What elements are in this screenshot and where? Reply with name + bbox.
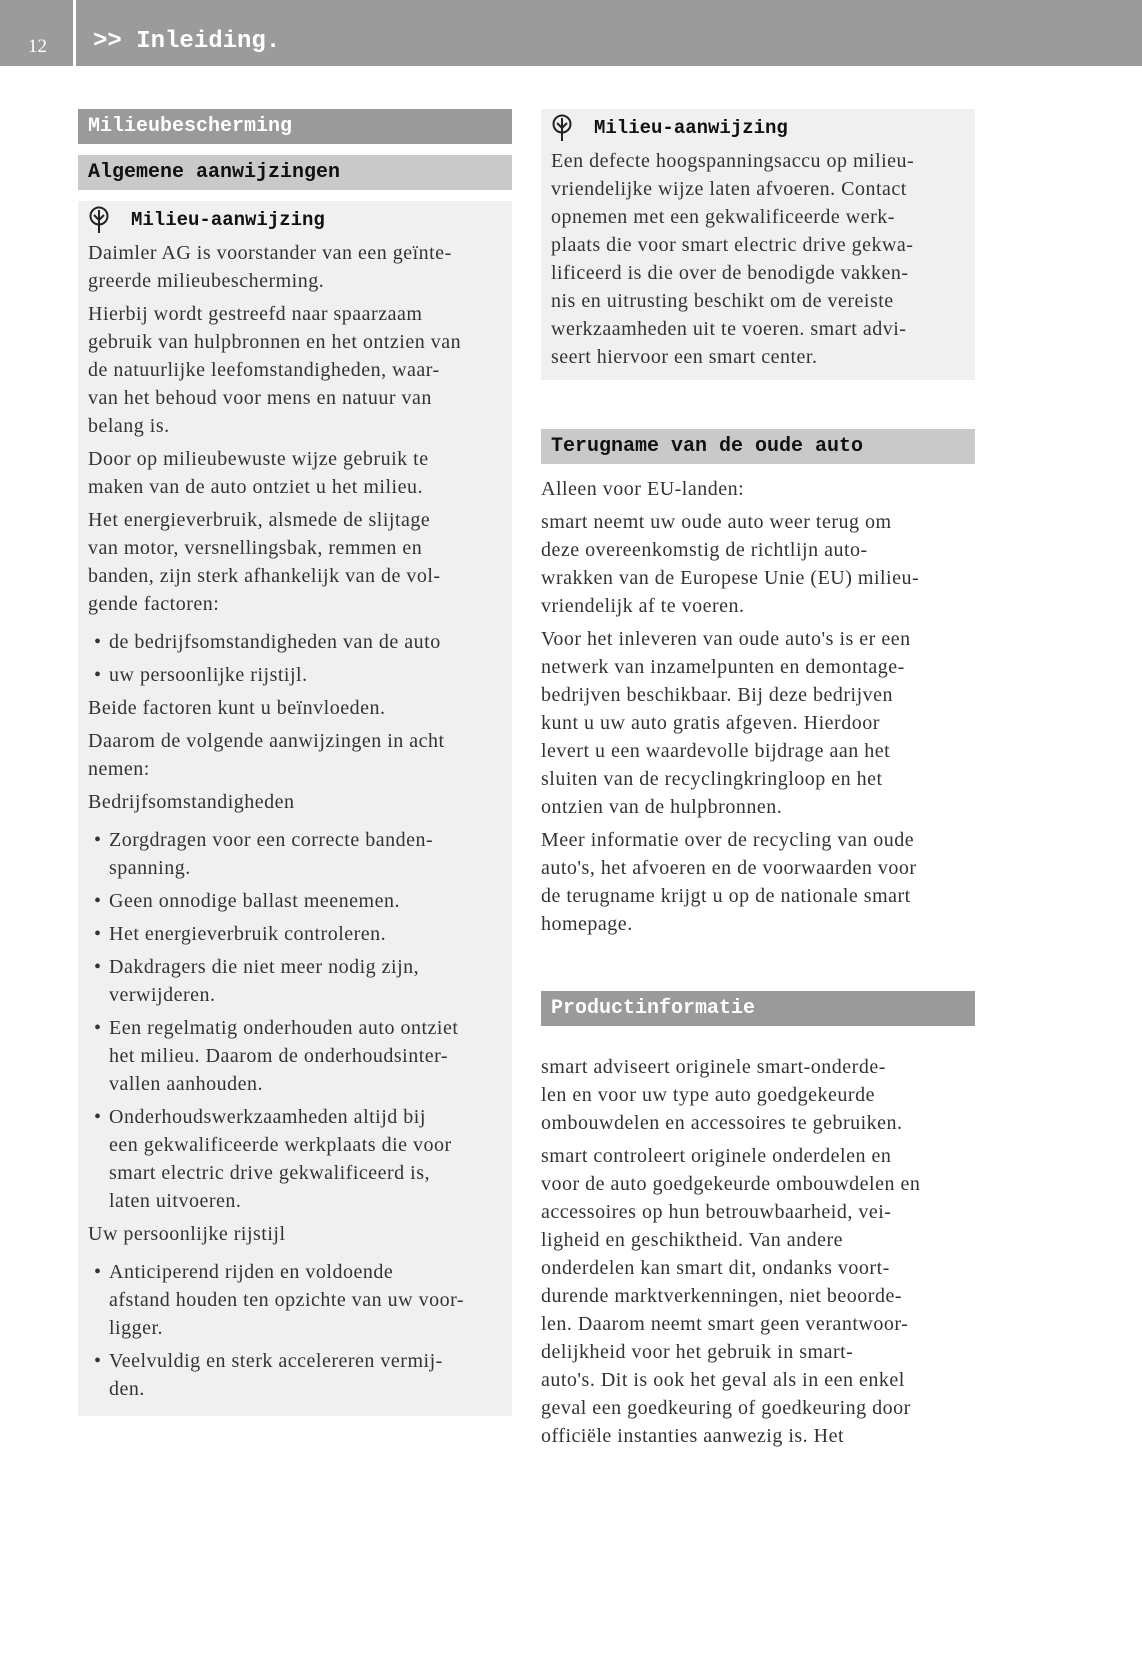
text-line: delijkheid voor het gebruik in smart-: [541, 1341, 854, 1363]
terugname-body: [541, 475, 975, 938]
paragraph: [88, 727, 502, 783]
text-line: afstand houden ten opzichte van uw voor-: [109, 1289, 465, 1311]
text-line: spanning.: [109, 857, 191, 879]
list-item: [88, 887, 502, 915]
text-line: vallen aanhouden.: [109, 1073, 263, 1095]
text-line: • uw persoonlijke rijstijl.: [109, 664, 308, 686]
right-column: [541, 109, 975, 380]
paragraph: [88, 300, 502, 440]
text-line: laten uitvoeren.: [109, 1190, 242, 1212]
text-line: ontzien van de hulpbronnen.: [541, 796, 783, 818]
text-line: smart controleert originele onderdelen en: [541, 1145, 892, 1167]
paragraph: [541, 475, 975, 503]
text-line: het milieu. Daarom de onderhoudsinter-: [109, 1045, 449, 1067]
chapter-title: >> Inleiding.: [93, 28, 281, 55]
product-body: [541, 1053, 975, 1450]
paragraph: [541, 826, 975, 938]
subsection-heading: Algemene aanwijzingen: [78, 155, 512, 190]
text-line: maken van de auto ontziet u het milieu.: [88, 476, 423, 498]
terugname-section: [541, 429, 975, 943]
text-line: Alleen voor EU-landen:: [541, 478, 745, 500]
text-line: belang is.: [88, 415, 170, 437]
text-line: kunt u uw auto gratis afgeven. Hierdoor: [541, 712, 880, 734]
page-header: [0, 0, 1142, 66]
text-line: seert hiervoor een smart center.: [551, 346, 818, 368]
list-item: [88, 953, 502, 1009]
text-line: len en voor uw type auto goedgekeurde: [541, 1084, 875, 1106]
text-line: sluiten van de recyclingkringloop en het: [541, 768, 883, 790]
list-item: [88, 1103, 502, 1215]
text-line: Bedrijfsomstandigheden: [88, 791, 295, 813]
text-line: de natuurlijke leefomstandigheden, waar-: [88, 359, 440, 381]
note-title: [88, 205, 502, 239]
text-line: onderdelen kan smart dit, ondanks voort-: [541, 1257, 890, 1279]
paragraph: [541, 625, 975, 821]
text-line: officiële instanties aanwezig is. Het: [541, 1425, 845, 1447]
note-title-text: Milieu-aanwijzing: [131, 209, 325, 231]
text-line: • Zorgdragen voor een correcte banden-: [109, 829, 434, 851]
text-line: auto's. Dit is ook het geval als in een enkel: [541, 1369, 905, 1391]
paragraph: [88, 694, 502, 722]
text-line: netwerk van inzamelpunten en demontage-: [541, 656, 905, 678]
text-line: deze overeenkomstig de richtlijn auto-: [541, 539, 868, 561]
text-line: • Geen onnodige ballast meenemen.: [109, 890, 400, 912]
paragraph: [88, 1220, 502, 1248]
text-line: smart electric drive gekwalificeerd is,: [109, 1162, 431, 1184]
text-line: homepage.: [541, 913, 633, 935]
text-line: gende factoren:: [88, 593, 220, 615]
paragraph: [541, 1142, 975, 1450]
list-item: [88, 628, 502, 656]
paragraph: [551, 147, 965, 371]
text-line: gebruik van hulpbronnen en het ontzien van: [88, 331, 462, 353]
paragraph: [88, 445, 502, 501]
text-line: van het behoud voor mens en natuur van: [88, 387, 432, 409]
text-line: Meer informatie over de recycling van oude: [541, 829, 915, 851]
text-line: Uw persoonlijke rijstijl: [88, 1223, 286, 1245]
text-line: Voor het inleveren van oude auto's is er een: [541, 628, 911, 650]
text-line: nemen:: [88, 758, 150, 780]
text-line: een gekwalificeerde werkplaats die voor: [109, 1134, 452, 1156]
paragraph: [88, 506, 502, 618]
section-heading-productinformatie: Productinformatie: [541, 991, 975, 1026]
list-item: [88, 1258, 502, 1342]
text-line: wrakken van de Europese Unie (EU) milieu-: [541, 567, 920, 589]
list-item: [88, 1347, 502, 1403]
text-line: levert u een waardevolle bijdrage aan het: [541, 740, 891, 762]
paragraph: [88, 239, 502, 295]
environment-note-box: [78, 201, 512, 1416]
text-line: len. Daarom neemt smart geen verantwoor-: [541, 1313, 909, 1335]
note-title-text: Milieu-aanwijzing: [594, 117, 788, 139]
note-body: [88, 239, 502, 1403]
text-line: lificeerd is die over de benodigde vakken-: [551, 262, 909, 284]
text-line: werkzaamheden uit te voeren. smart advi-: [551, 318, 907, 340]
text-line: plaats die voor smart electric drive gekwa-: [551, 234, 914, 256]
page-number: 12: [0, 0, 76, 66]
text-line: greerde milieubescherming.: [88, 270, 325, 292]
tree-icon: [88, 206, 110, 234]
text-line: ligheid en geschiktheid. Van andere: [541, 1229, 844, 1251]
left-column: [78, 109, 512, 1416]
list-item: [88, 826, 502, 882]
text-line: nis en uitrusting beschikt om de vereiste: [551, 290, 894, 312]
text-line: • Onderhoudswerkzaamheden altijd bij: [109, 1106, 426, 1128]
text-line: ligger.: [109, 1317, 164, 1339]
text-line: Door op milieubewuste wijze gebruik te: [88, 448, 429, 470]
section-heading-milieubescherming: Milieubescherming: [78, 109, 512, 144]
list-item: [88, 920, 502, 948]
text-line: den.: [109, 1378, 145, 1400]
battery-note-box: [541, 109, 975, 380]
text-line: durende marktverkenningen, niet beoorde-: [541, 1285, 902, 1307]
text-line: de terugname krijgt u op de nationale smart: [541, 885, 911, 907]
tree-icon: [551, 114, 573, 142]
text-line: • Veelvuldig en sterk accelereren vermij-: [109, 1350, 443, 1372]
paragraph: [541, 508, 975, 620]
product-section: [541, 991, 975, 1455]
text-line: smart adviseert originele smart-onderde-: [541, 1056, 886, 1078]
text-line: smart neemt uw oude auto weer terug om: [541, 511, 892, 533]
bullet-list: [88, 1258, 502, 1403]
paragraph: [541, 1053, 975, 1137]
text-line: bedrijven beschikbaar. Bij deze bedrijven: [541, 684, 894, 706]
text-line: accessoires op hun betrouwbaarheid, vei-: [541, 1201, 892, 1223]
text-line: geval een goedkeuring of goedkeuring door: [541, 1397, 911, 1419]
note-title: [551, 113, 965, 147]
text-line: banden, zijn sterk afhankelijk van de vol-: [88, 565, 441, 587]
note-body: [551, 147, 965, 371]
text-line: • Dakdragers die niet meer nodig zijn,: [109, 956, 420, 978]
list-item: [88, 1014, 502, 1098]
text-line: Daimler AG is voorstander van een geïnte-: [88, 242, 452, 264]
text-line: Het energieverbruik, alsmede de slijtage: [88, 509, 431, 531]
paragraph: [88, 788, 502, 816]
text-line: verwijderen.: [109, 984, 216, 1006]
text-line: Daarom de volgende aanwijzingen in acht: [88, 730, 445, 752]
section-heading-terugname: Terugname van de oude auto: [541, 429, 975, 464]
text-line: opnemen met een gekwalificeerde werk-: [551, 206, 895, 228]
bullet-list: [88, 628, 502, 689]
text-line: vriendelijke wijze laten afvoeren. Contact: [551, 178, 907, 200]
text-line: Beide factoren kunt u beïnvloeden.: [88, 697, 386, 719]
text-line: voor de auto goedgekeurde ombouwdelen en: [541, 1173, 921, 1195]
text-line: ombouwdelen en accessoires te gebruiken.: [541, 1112, 903, 1134]
text-line: • Anticiperend rijden en voldoende: [109, 1261, 394, 1283]
list-item: [88, 661, 502, 689]
text-line: • Het energieverbruik controleren.: [109, 923, 387, 945]
text-line: van motor, versnellingsbak, remmen en: [88, 537, 423, 559]
text-line: • Een regelmatig onderhouden auto ontziet: [109, 1017, 459, 1039]
bullet-list: [88, 826, 502, 1215]
text-line: vriendelijk af te voeren.: [541, 595, 745, 617]
text-line: auto's, het afvoeren en de voorwaarden voor: [541, 857, 917, 879]
text-line: • de bedrijfsomstandigheden van de auto: [109, 631, 441, 653]
text-line: Een defecte hoogspanningsaccu op milieu-: [551, 150, 915, 172]
text-line: Hierbij wordt gestreefd naar spaarzaam: [88, 303, 423, 325]
